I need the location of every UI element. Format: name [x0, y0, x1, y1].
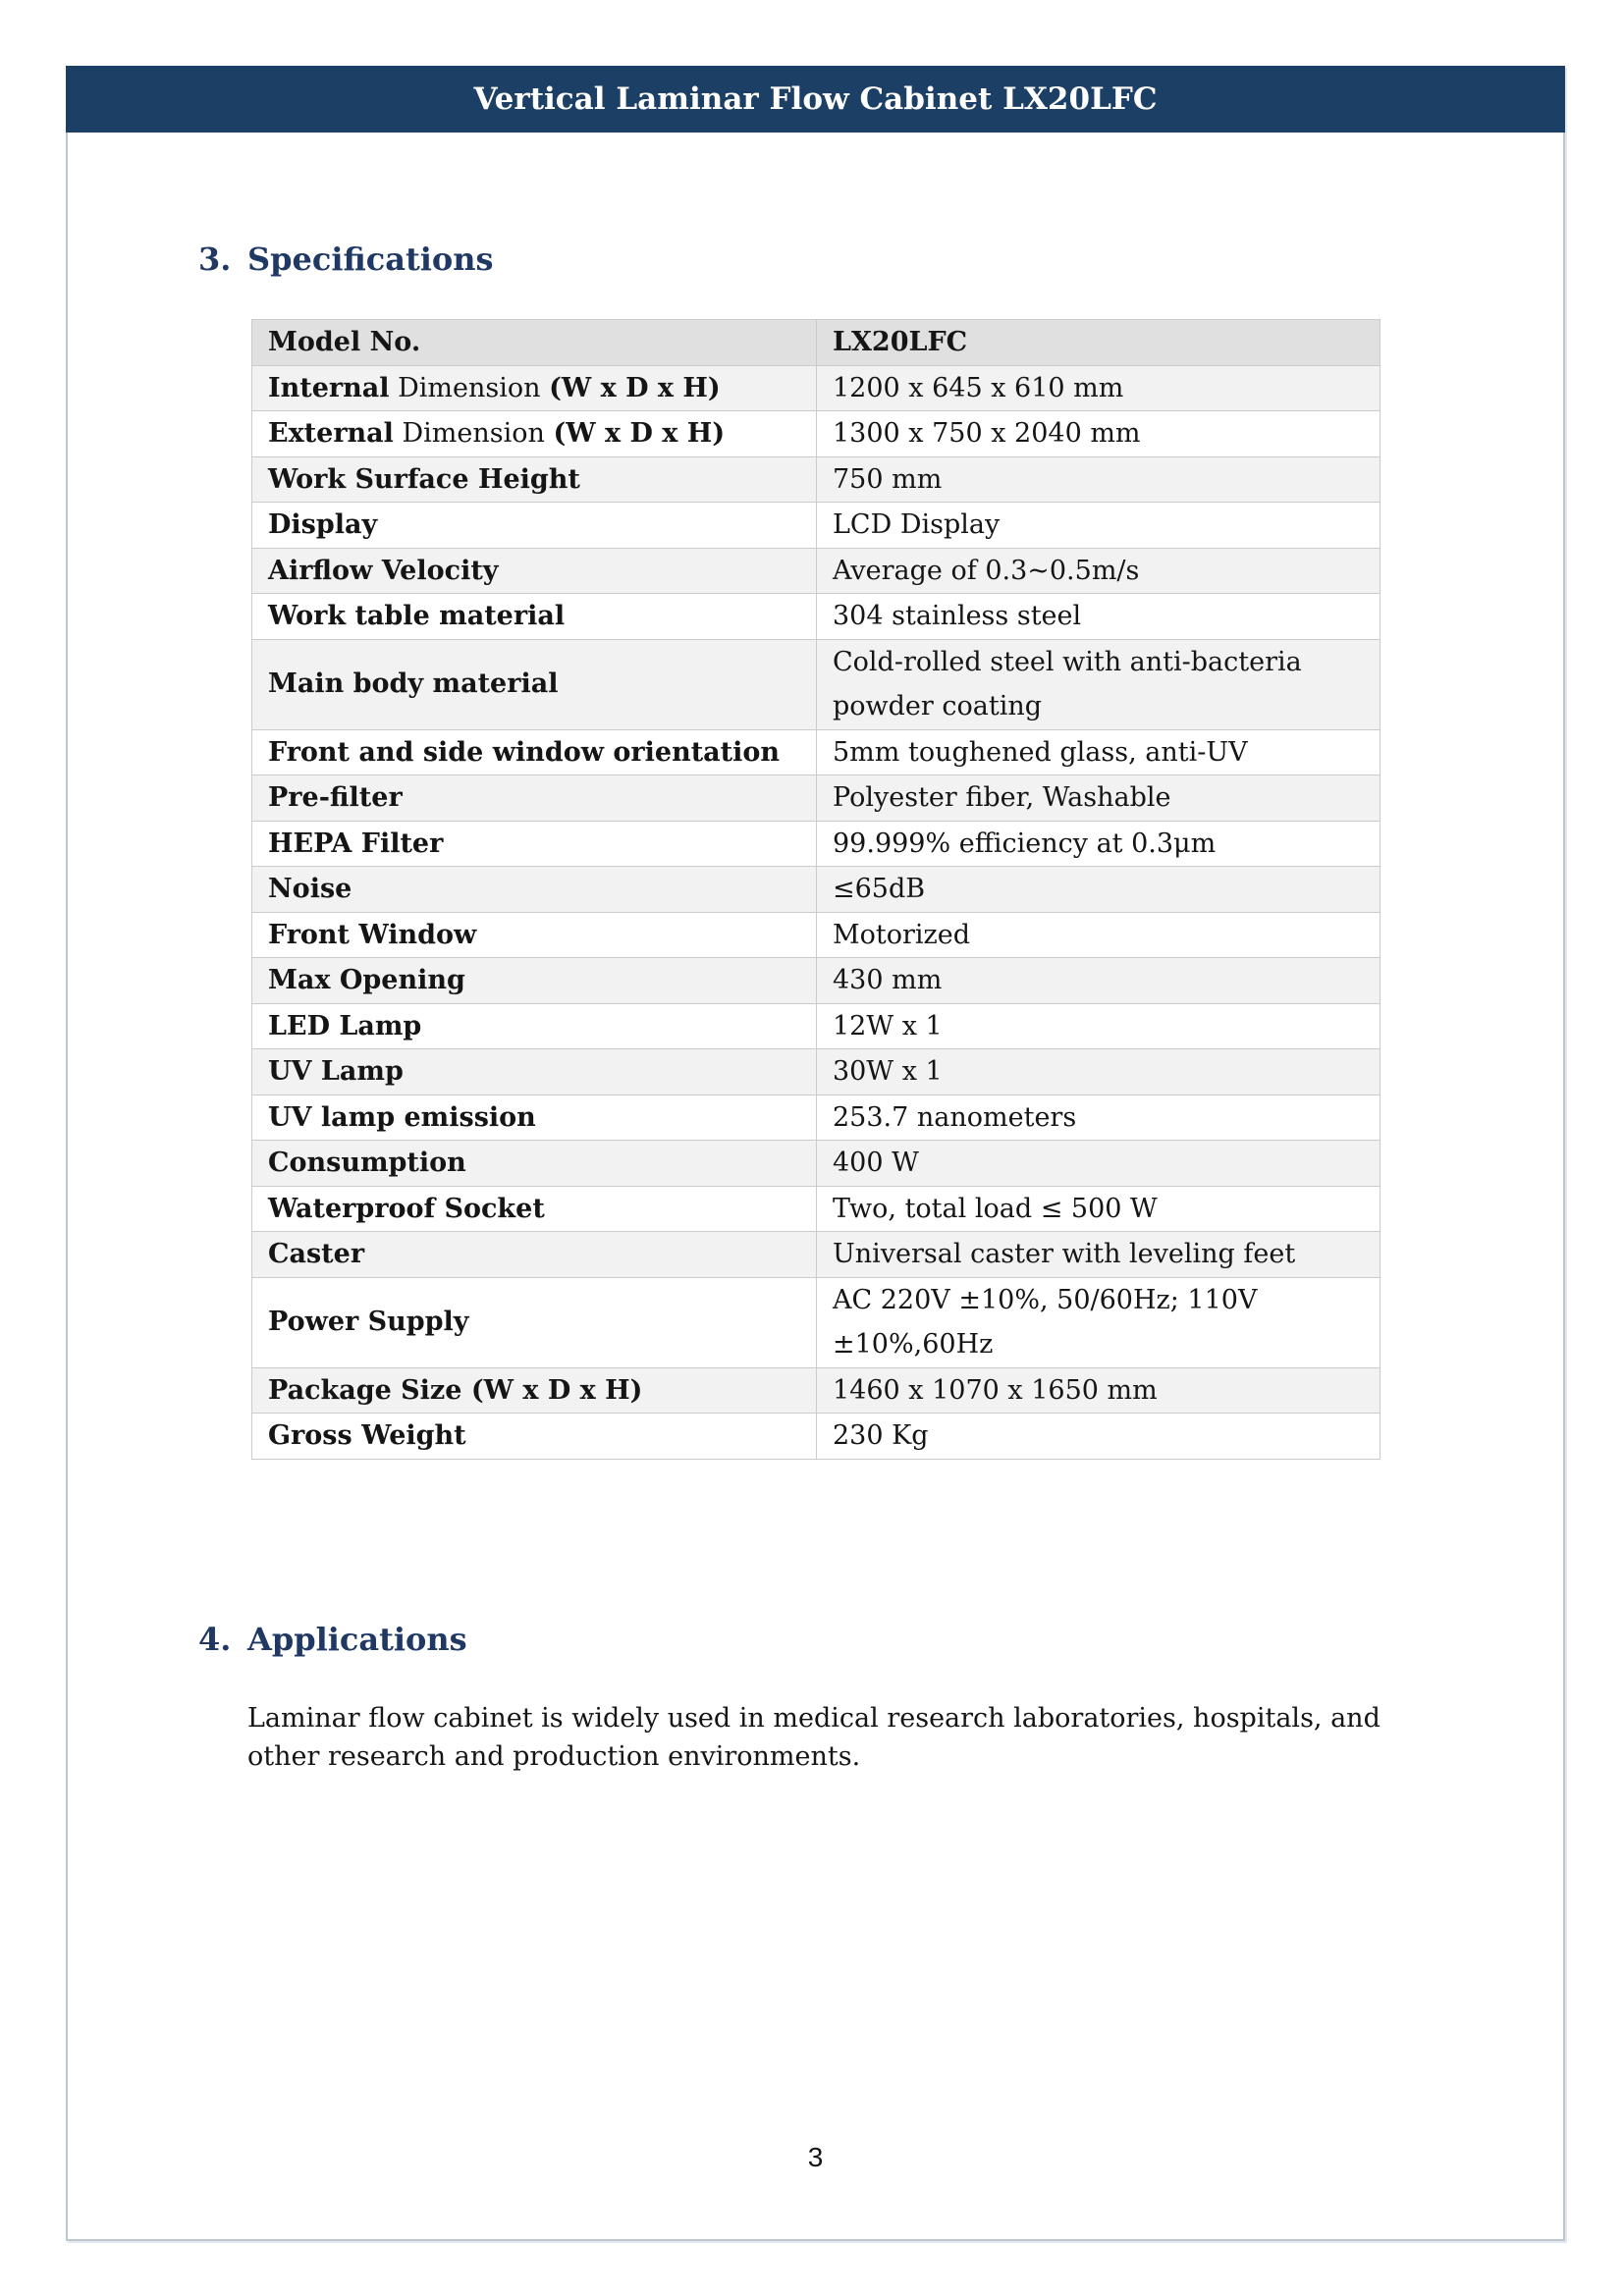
- spec-value-cell: [817, 958, 1380, 1004]
- spec-value: 12W x 1: [833, 1010, 943, 1041]
- spec-value-cell: [817, 867, 1380, 913]
- spec-table-head: [252, 320, 1380, 366]
- spec-value-cell: [817, 1095, 1380, 1141]
- spec-value: 1200 x 645 x 610 mm: [833, 372, 1124, 403]
- spec-label-cell: [252, 456, 817, 503]
- document-header-bar: [66, 66, 1565, 133]
- spec-value: 1460 x 1070 x 1650 mm: [833, 1374, 1158, 1406]
- spec-value: ≤65dB: [833, 874, 926, 904]
- spec-label: Waterproof Socket: [268, 1193, 545, 1224]
- spec-row: [252, 1141, 1380, 1187]
- spec-value-line: AC 220V ±10%, 50/60Hz; 110V: [833, 1284, 1258, 1315]
- spec-label: Front Window: [268, 919, 477, 950]
- spec-label-cell: [252, 548, 817, 594]
- spec-value-cell: [817, 1277, 1380, 1367]
- specifications-heading: [198, 237, 494, 282]
- spec-label: Caster: [268, 1239, 365, 1269]
- spec-label: Package Size (W x D x H): [268, 1374, 643, 1406]
- spec-label-cell: [252, 503, 817, 549]
- spec-label: Power Supply: [268, 1307, 469, 1338]
- spec-value: Average of 0.3~0.5m/s: [833, 555, 1140, 586]
- spec-value: 99.999% efficiency at 0.3μm: [833, 828, 1217, 859]
- spec-value: 1300 x 750 x 2040 mm: [833, 418, 1141, 449]
- spec-label-cell: [252, 639, 817, 729]
- spec-row: [252, 1367, 1380, 1414]
- spec-row: [252, 1414, 1380, 1460]
- spec-label-cell: [252, 1367, 817, 1414]
- spec-header-label-cell: [252, 320, 817, 366]
- spec-header-value: LX20LFC: [833, 327, 968, 357]
- spec-label-part: Internal: [268, 372, 390, 403]
- spec-label: Display: [268, 509, 378, 540]
- spec-header-row: [252, 320, 1380, 366]
- spec-value: 230 Kg: [833, 1420, 929, 1451]
- spec-value: 750 mm: [833, 463, 943, 495]
- spec-value-cell: [817, 821, 1380, 867]
- spec-label-cell: [252, 1003, 817, 1049]
- spec-value-cell: [817, 729, 1380, 775]
- spec-value-cell: [817, 548, 1380, 594]
- specifications-table: [251, 319, 1380, 1460]
- spec-label-cell: [252, 775, 817, 822]
- spec-label-cell: [252, 912, 817, 958]
- spec-value: Motorized: [833, 919, 971, 950]
- spec-label: Airflow Velocity: [268, 555, 499, 586]
- paragraph-line: other research and production environments.: [247, 1741, 861, 1772]
- spec-label-cell: [252, 729, 817, 775]
- spec-label: Consumption: [268, 1148, 466, 1178]
- spec-value: LCD Display: [833, 509, 1001, 540]
- spec-value: 304 stainless steel: [833, 601, 1082, 631]
- spec-label-cell: [252, 1186, 817, 1232]
- spec-row: [252, 1095, 1380, 1141]
- spec-value-cell: [817, 1141, 1380, 1187]
- spec-value-cell: [817, 1186, 1380, 1232]
- spec-label-cell: [252, 411, 817, 457]
- spec-value-cell: [817, 1049, 1380, 1095]
- applications-heading: [198, 1617, 467, 1662]
- spec-label-cell: [252, 1232, 817, 1278]
- spec-label: Max Opening: [268, 965, 465, 995]
- spec-value-cell: [817, 594, 1380, 640]
- spec-label: Work Surface Height: [268, 463, 580, 495]
- spec-row: [252, 411, 1380, 457]
- spec-value: 430 mm: [833, 965, 943, 995]
- spec-row: [252, 1277, 1380, 1367]
- section-number: 4.: [198, 1621, 232, 1658]
- spec-label-cell: [252, 1049, 817, 1095]
- spec-label: Gross Weight: [268, 1420, 466, 1451]
- paragraph-line: Laminar flow cabinet is widely used in medical research laboratories, hospitals, and: [247, 1703, 1380, 1734]
- document-title: Vertical Laminar Flow Cabinet LX20LFC: [473, 81, 1158, 117]
- spec-value: Polyester fiber, Washable: [833, 782, 1171, 813]
- spec-row: [252, 729, 1380, 775]
- spec-label-cell: [252, 1095, 817, 1141]
- spec-label-cell: [252, 1414, 817, 1460]
- spec-row: [252, 1232, 1380, 1278]
- spec-value: 30W x 1: [833, 1056, 943, 1087]
- spec-row: [252, 456, 1380, 503]
- spec-label-part: Dimension: [393, 418, 554, 449]
- spec-row: [252, 1049, 1380, 1095]
- spec-label: UV lamp emission: [268, 1101, 536, 1133]
- section-title: Specifications: [247, 240, 494, 278]
- spec-label-cell: [252, 867, 817, 913]
- spec-row: [252, 1003, 1380, 1049]
- spec-label-cell: [252, 594, 817, 640]
- spec-value: Two, total load ≤ 500 W: [833, 1193, 1158, 1224]
- page-number: 3: [807, 2142, 824, 2172]
- spec-label-part: Dimension: [389, 372, 550, 403]
- spec-header-value-cell: [817, 320, 1380, 366]
- spec-label: UV Lamp: [268, 1056, 404, 1087]
- spec-row: [252, 594, 1380, 640]
- spec-header-label: Model No.: [268, 327, 421, 357]
- spec-label-cell: [252, 1277, 817, 1367]
- spec-value-cell: [817, 1003, 1380, 1049]
- spec-value-cell: [817, 912, 1380, 958]
- spec-label: Front and side window orientation: [268, 736, 781, 768]
- spec-value-cell: [817, 1232, 1380, 1278]
- spec-label-part: External: [268, 418, 394, 449]
- spec-value-line: ±10%,60Hz: [833, 1329, 994, 1360]
- spec-row: [252, 1186, 1380, 1232]
- spec-value-cell: [817, 775, 1380, 822]
- spec-label: HEPA Filter: [268, 828, 444, 859]
- spec-row: [252, 821, 1380, 867]
- spec-row: [252, 548, 1380, 594]
- spec-label-part: (W x D x H): [549, 372, 721, 403]
- spec-value-cell: [817, 365, 1380, 411]
- spec-value: 253.7 nanometers: [833, 1101, 1077, 1133]
- spec-row: [252, 775, 1380, 822]
- spec-label: LED Lamp: [268, 1010, 422, 1041]
- spec-value: 400 W: [833, 1148, 919, 1178]
- spec-table-body: [252, 365, 1380, 1459]
- spec-row: [252, 639, 1380, 729]
- spec-label-cell: [252, 958, 817, 1004]
- spec-label-part: (W x D x H): [553, 418, 726, 449]
- spec-row: [252, 867, 1380, 913]
- spec-row: [252, 365, 1380, 411]
- spec-value-line: powder coating: [833, 691, 1043, 721]
- spec-row: [252, 958, 1380, 1004]
- spec-value-line: Cold-rolled steel with anti-bacteria: [833, 646, 1302, 677]
- section-title: Applications: [247, 1621, 467, 1658]
- spec-value-cell: [817, 1414, 1380, 1460]
- spec-row: [252, 503, 1380, 549]
- spec-value: 5mm toughened glass, anti-UV: [833, 736, 1248, 768]
- spec-label: Pre-filter: [268, 782, 403, 813]
- spec-value: Universal caster with leveling feet: [833, 1239, 1296, 1269]
- spec-label: Work table material: [268, 601, 566, 631]
- spec-label-cell: [252, 365, 817, 411]
- spec-label: Noise: [268, 874, 352, 904]
- spec-label-cell: [252, 821, 817, 867]
- spec-value-cell: [817, 411, 1380, 457]
- spec-value-cell: [817, 456, 1380, 503]
- spec-row: [252, 912, 1380, 958]
- section-number: 3.: [198, 240, 232, 278]
- spec-label: Main body material: [268, 668, 559, 700]
- spec-label-cell: [252, 1141, 817, 1187]
- spec-value-cell: [817, 503, 1380, 549]
- spec-value-cell: [817, 1367, 1380, 1414]
- applications-paragraph: [247, 1699, 1380, 1776]
- spec-value-cell: [817, 639, 1380, 729]
